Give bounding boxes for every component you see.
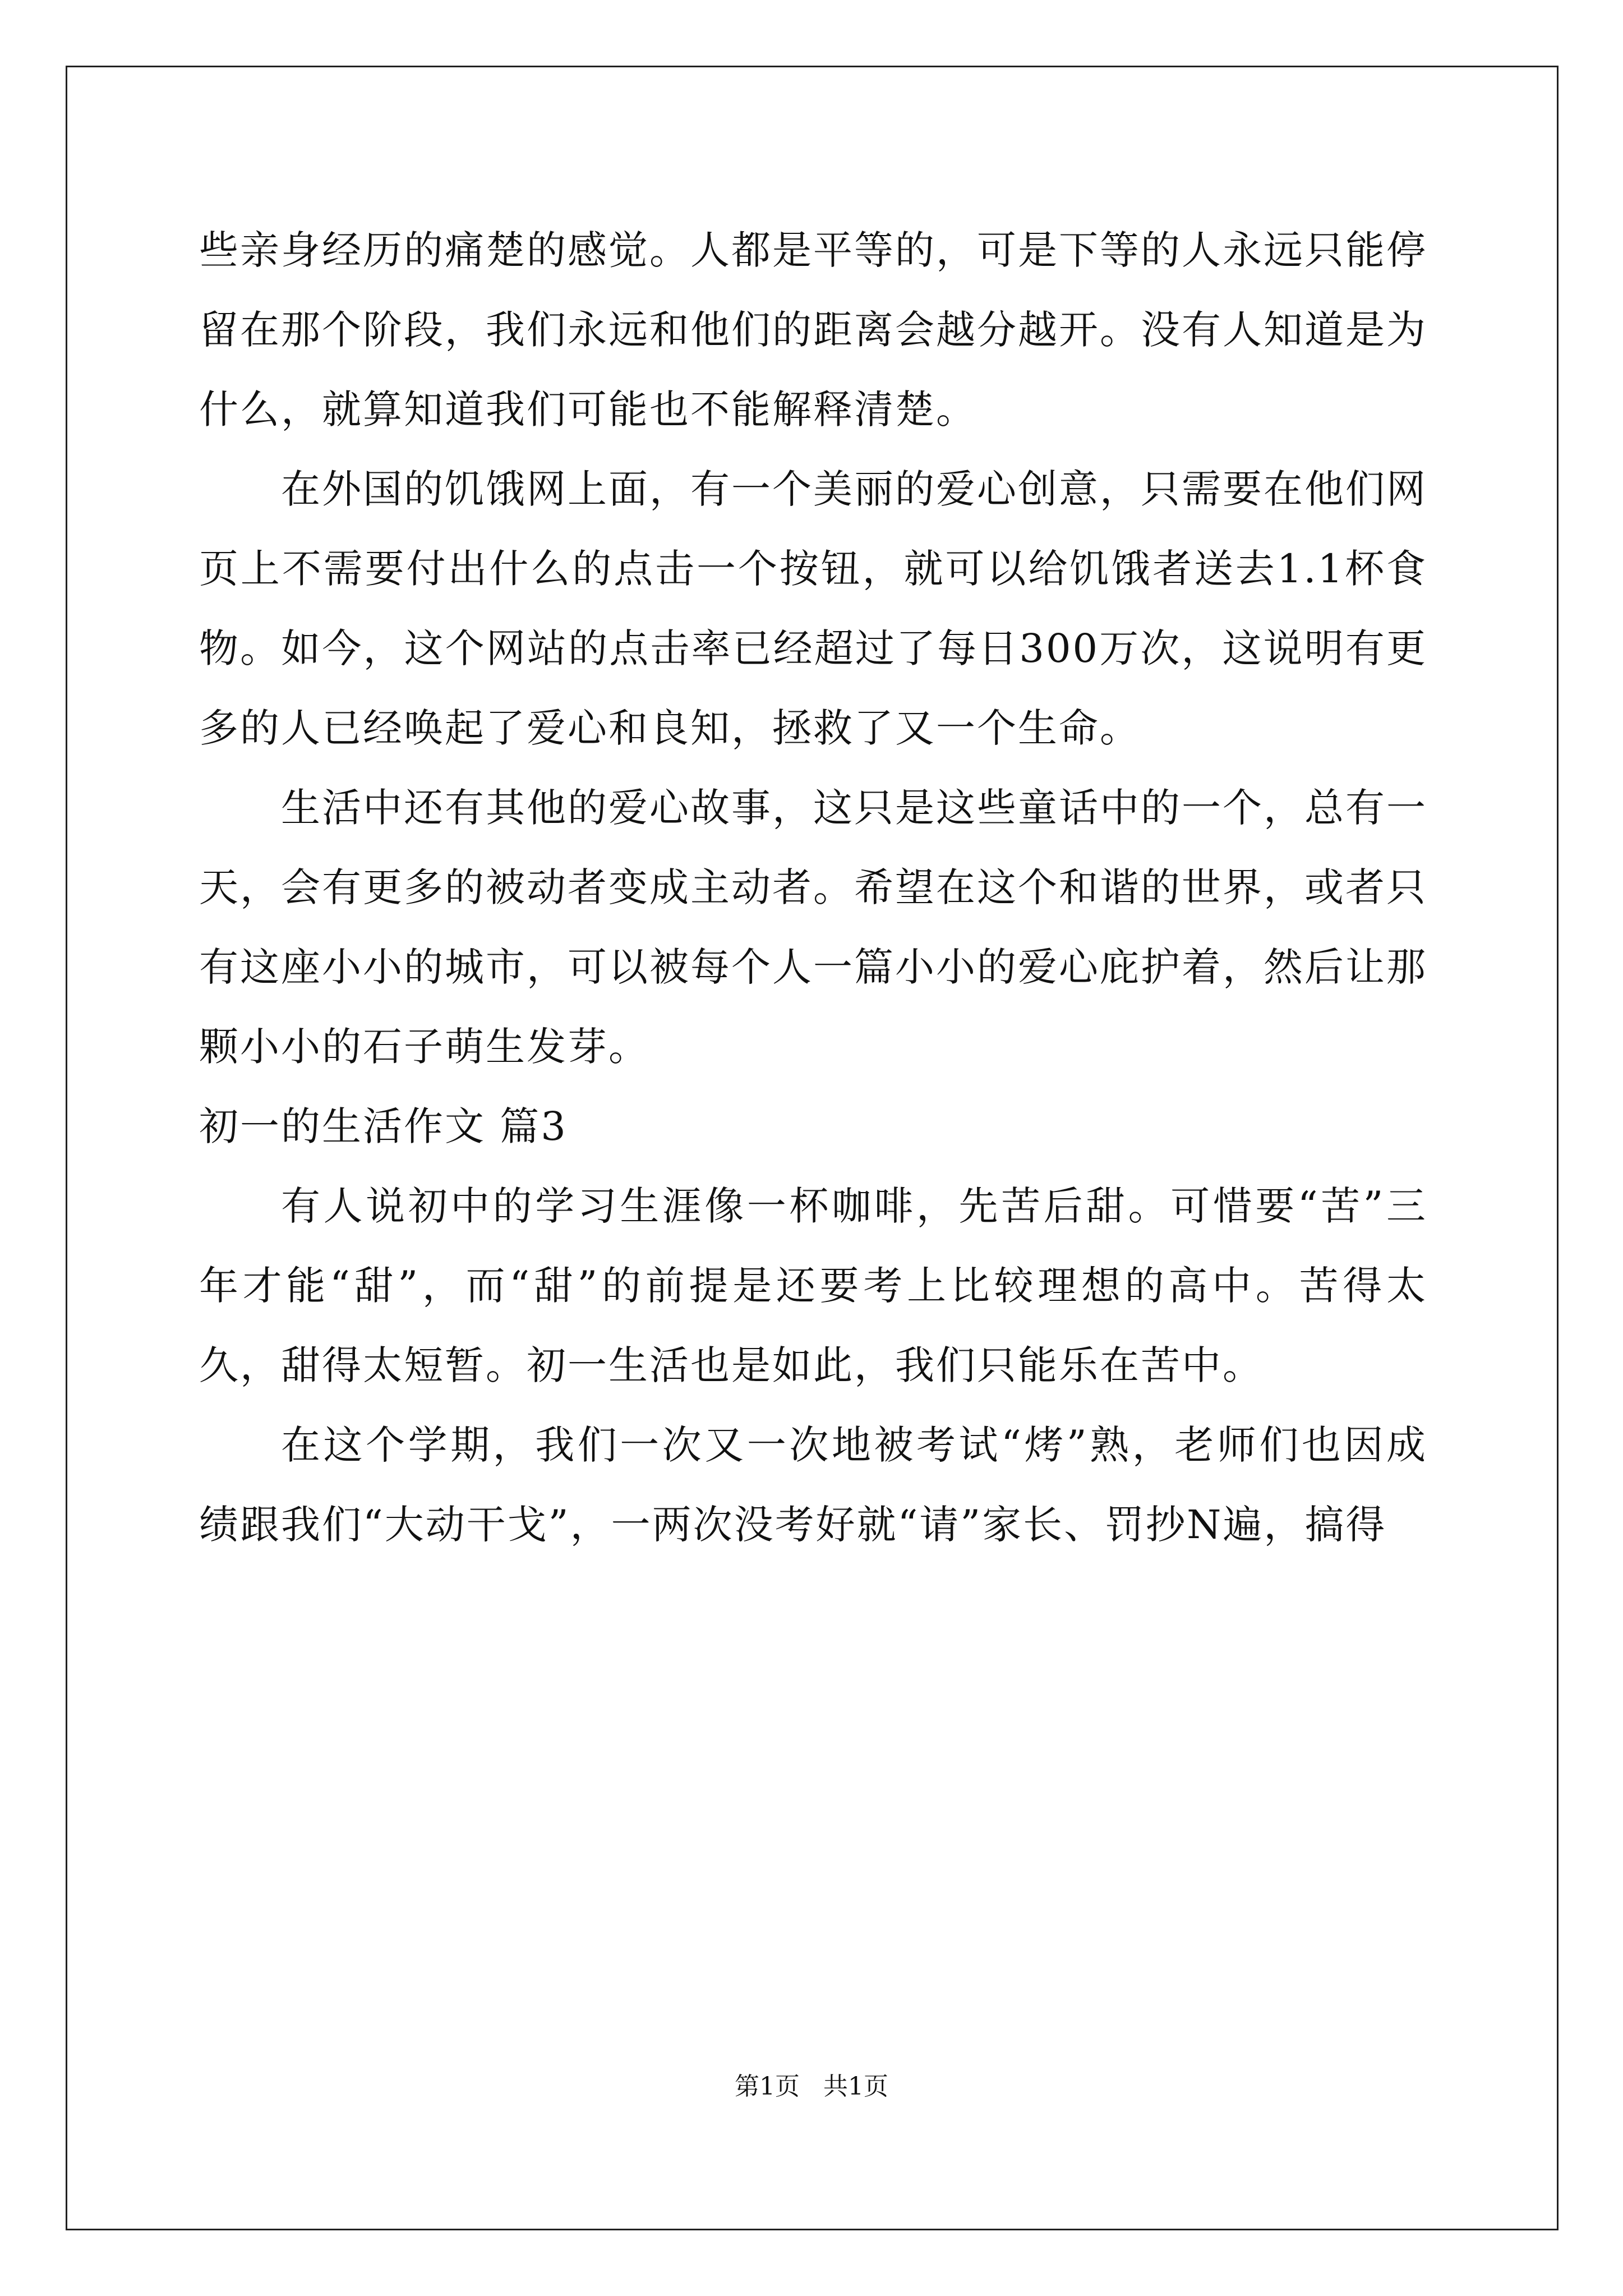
paragraph-3: 生活中还有其他的爱心故事，这只是这些童话中的一个，总有一天，会有更多的被动者变成主动者。希望在这个和谐的世界，或者只有这座小小的城市，可以被每个人一篇小小的爱心庇护着，然后让那颗小小的石子萌生发芽。 bbox=[199, 785, 1427, 1070]
paragraph-5: 在这个学期，我们一次又一次地被考试“烤”熟，老师们也因成绩跟我们“大动干戈”，一两次没考好就“请”家长、罚抄N遍，搞得 bbox=[199, 1422, 1427, 1548]
document-body bbox=[199, 210, 1427, 1565]
paragraph-2: 在外国的饥饿网上面，有一个美丽的爱心创意，只需要在他们网页上不需要付出什么的点击一个按钮，就可以给饥饿者送去1.1杯食物。如今，这个网站的点击率已经超过了每日300万次，这说明有更多的人已经唤起了爱心和良知，拯救了又一个生命。 bbox=[199, 466, 1427, 751]
page-footer: 第1页 共1页 bbox=[735, 2072, 888, 2101]
paragraph-4: 有人说初中的学习生涯像一杯咖啡，先苦后甜。可惜要“苦”三年才能“甜”，而“甜”的前提是还要考上比较理想的高中。苦得太久，甜得太短暂。初一生活也是如此，我们只能乐在苦中。 bbox=[199, 1183, 1427, 1388]
paragraph-1: 些亲身经历的痛楚的感觉。人都是平等的，可是下等的人永远只能停留在那个阶段，我们永远和他们的距离会越分越开。没有人知道是为什么，就算知道我们可能也不能解释清楚。 bbox=[199, 227, 1427, 432]
section-heading: 初一的生活作文 篇3 bbox=[199, 1103, 568, 1149]
